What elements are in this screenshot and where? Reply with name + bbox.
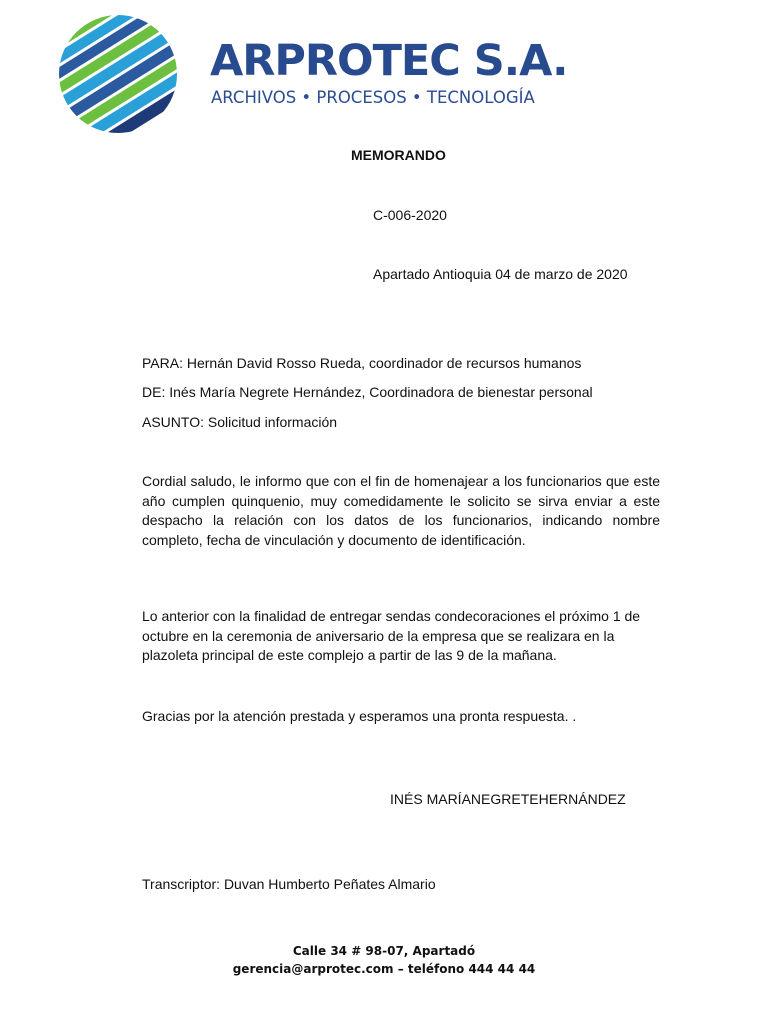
subject-line: ASUNTO: Solicitud información bbox=[142, 414, 338, 430]
sender-line: DE: Inés María Negrete Hernández, Coordinadora de bienestar personal bbox=[142, 384, 593, 400]
globe-logo-icon bbox=[56, 10, 180, 138]
footer-address: Calle 34 # 98-07, Apartadó bbox=[292, 944, 476, 958]
memo-code: C-006-2020 bbox=[373, 207, 447, 223]
transcriptor-line: Transcriptor: Duvan Humberto Peñates Almario bbox=[142, 876, 436, 892]
company-name: ARPROTEC S.A. bbox=[210, 36, 568, 86]
company-tagline: ARCHIVOS • PROCESOS • TECNOLOGÍA bbox=[211, 88, 535, 107]
footer-contact: gerencia@arprotec.com – teléfono 444 44 44 bbox=[232, 962, 536, 976]
recipient-line: PARA: Hernán David Rosso Rueda, coordinador de recursos humanos bbox=[142, 355, 582, 371]
signature-name: INÉS MARÍANEGRETEHERNÁNDEZ bbox=[390, 791, 626, 807]
body-paragraph-2: Lo anterior con la finalidad de entregar sendas condecoraciones el próximo 1 de octubre en la ceremonia de aniversario de la empresa que se realizara en la plazoleta principal de este complejo a partir de las 9 de la mañana. bbox=[142, 608, 641, 663]
memo-date: Apartado Antioquia 04 de marzo de 2020 bbox=[373, 266, 628, 282]
body-paragraph-3: Gracias por la atención prestada y esperamos una pronta respuesta. . bbox=[142, 708, 577, 724]
body-paragraph-1: Cordial saludo, le informo que con el fin de homenajear a los funcionarios que este año cumplen quinquenio, muy comedidamente le solicito se sirva enviar a este despacho la relación con los datos de los funcionarios, indicando nombre completo, fecha de vinculación y documento de identificación. bbox=[142, 473, 660, 548]
memo-title: MEMORANDO bbox=[351, 147, 446, 163]
